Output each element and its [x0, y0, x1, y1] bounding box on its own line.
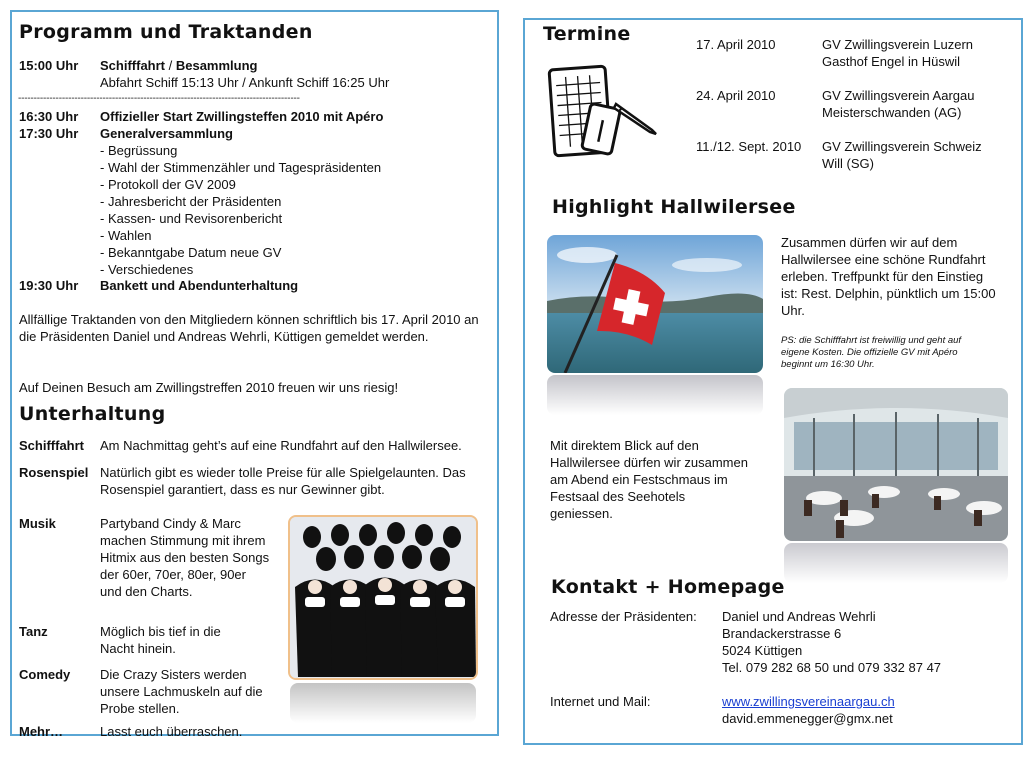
- agenda-item: - Kassen- und Revisorenbericht: [100, 211, 283, 226]
- highlight-heading: Highlight Hallwilersee: [552, 196, 796, 218]
- address-line: Daniel und Andreas Wehrli: [722, 609, 876, 624]
- dash-divider: ------------------------------------------------------------------------------------------: [18, 93, 300, 104]
- notice-text: Allfällige Traktanden von den Mitgliedern können schriftlich bis 17. April 2010 an die Präsidenten Daniel und Andreas Wehrli, Küttigen gemeldet werden.: [19, 312, 479, 344]
- agenda-item: - Begrüssung: [100, 143, 178, 158]
- entertainment-text: Lasst euch überraschen.: [100, 724, 243, 739]
- highlight-text: Zusammen dürfen wir auf dem Hallwilersee eine schöne Rundfahrt erleben. Treffpunkt für den Einstieg ist: Rest. Delphin, pünktlich um 15:00 Uhr.: [781, 235, 996, 318]
- agenda-item: - Bekanntgabe Datum neue GV: [100, 245, 282, 260]
- entertainment-text: Möglich bis tief in die Nacht hinein.: [100, 624, 221, 656]
- schedule-title-b: Besammlung: [175, 58, 258, 73]
- web-label: Internet und Mail:: [550, 694, 651, 709]
- schedule-time: 15:00 Uhr: [19, 58, 79, 73]
- nuns-illustration: [290, 517, 478, 680]
- agenda-item: - Wahl der Stimmenzähler und Tagespräsidenten: [100, 160, 382, 175]
- entertainment-label: Comedy: [19, 667, 71, 682]
- schedule-title-sep: /: [165, 58, 176, 73]
- welcome-text: Auf Deinen Besuch am Zwillingstreffen 2010 freuen wir uns riesig!: [19, 380, 399, 395]
- entertainment-text: Die Crazy Sisters werden unsere Lachmuskeln auf die Probe stellen.: [100, 667, 263, 716]
- schedule-title: [100, 57, 257, 74]
- ps-text: PS: die Schifffahrt ist freiwillig und geht auf eigene Kosten. Die offizielle GV mit Apéro beginnt um 16:30 Uhr.: [781, 335, 962, 370]
- lake-photo-reflection: [547, 375, 763, 415]
- agenda-item: - Protokoll der GV 2009: [100, 177, 236, 192]
- event-name: GV Zwillingsverein Aargau: [822, 88, 975, 103]
- schedule-title: Offizieller Start Zwillingsteffen 2010 mit Apéro: [100, 109, 384, 124]
- lake-flag-photo: [547, 235, 763, 373]
- event-location: Gasthof Engel in Hüswil: [822, 54, 961, 69]
- agenda-item: - Wahlen: [100, 228, 152, 243]
- address-line: 5024 Küttigen: [722, 643, 803, 658]
- dinner-text: Mit direktem Blick auf den Hallwilersee dürfen wir zusammen am Abend ein Festschmaus im Festsaal des Seehotels geniessen.: [550, 438, 748, 521]
- entertainment-text: Am Nachmittag geht’s auf eine Rundfahrt auf den Hallwilersee.: [100, 438, 462, 453]
- event-name: GV Zwillingsverein Luzern: [822, 37, 974, 52]
- program-heading: Programm und Traktanden: [19, 21, 313, 43]
- schedule-title: Generalversammlung: [100, 126, 233, 141]
- nuns-photo-reflection: [290, 683, 476, 723]
- agenda-item: - Jahresbericht der Präsidenten: [100, 194, 282, 209]
- event-name: GV Zwillingsverein Schweiz: [822, 139, 982, 154]
- event-date: 24. April 2010: [696, 88, 776, 103]
- entertainment-label: Schifffahrt: [19, 438, 84, 453]
- entertainment-heading: Unterhaltung: [19, 403, 166, 425]
- schedule-title-a: Schifffahrt: [100, 58, 165, 73]
- schedule-time: 16:30 Uhr: [19, 109, 79, 124]
- schedule-sub: Abfahrt Schiff 15:13 Uhr / Ankunft Schiff 16:25 Uhr: [100, 75, 390, 90]
- agenda-item: - Verschiedenes: [100, 262, 194, 277]
- termine-heading: Termine: [543, 23, 631, 45]
- schedule-time: 19:30 Uhr: [19, 278, 79, 293]
- address-line: Tel. 079 282 68 50 und 079 332 87 47: [722, 660, 942, 675]
- event-date: 11./12. Sept. 2010: [696, 139, 802, 154]
- email-text: david.emmenegger@gmx.net: [722, 711, 893, 726]
- address-line: Brandackerstrasse 6: [722, 626, 842, 641]
- event-date: 17. April 2010: [696, 37, 776, 52]
- dining-hall-photo: [784, 388, 1008, 541]
- schedule-title: Bankett und Abendunterhaltung: [100, 278, 299, 293]
- website-link[interactable]: www.zwillingsvereinaargau.ch: [722, 694, 895, 709]
- event-location: Meisterschwanden (AG): [822, 105, 962, 120]
- event-location: Will (SG): [822, 156, 874, 171]
- address-label: Adresse der Präsidenten:: [550, 609, 697, 624]
- contact-heading: Kontakt + Homepage: [551, 576, 785, 598]
- schedule-time: 17:30 Uhr: [19, 126, 79, 141]
- entertainment-label: Musik: [19, 516, 56, 531]
- comedy-nuns-photo: [288, 515, 478, 680]
- entertainment-text: Partyband Cindy & Marc machen Stimmung mit ihrem Hitmix aus den besten Songs der 60er, 70er, 80er, 90er und den Charts.: [100, 516, 270, 599]
- pen-icon: [612, 100, 660, 136]
- entertainment-label: Mehr…: [19, 724, 64, 739]
- hall-photo-reflection: [784, 543, 1008, 583]
- entertainment-text: Natürlich gibt es wieder tolle Preise für alle Spielgelaunten. Das Rosenspiel garantiert, dass es nur Gewinner gibt.: [100, 465, 466, 497]
- entertainment-label: Rosenspiel: [19, 465, 89, 480]
- entertainment-label: Tanz: [19, 624, 48, 639]
